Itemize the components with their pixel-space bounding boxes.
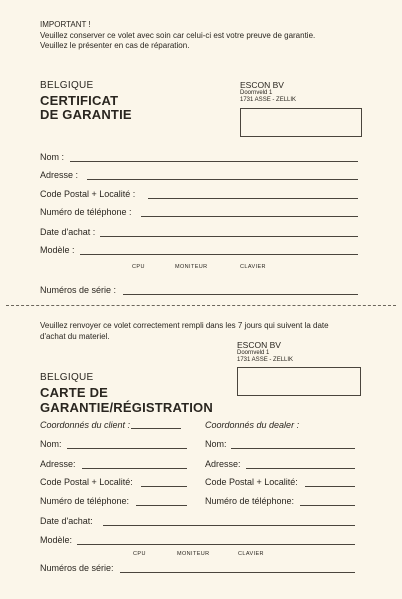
- registration-city: 1731 ASSE - ZELLIK: [237, 357, 294, 363]
- certificate-street: Doornveld 1: [240, 90, 273, 96]
- dealer-name-field[interactable]: [231, 448, 355, 449]
- registration-title-2: GARANTIE/RÉGISTRATION: [40, 400, 213, 415]
- client-heading-field[interactable]: [131, 428, 181, 429]
- client-postal-field[interactable]: [141, 486, 187, 487]
- notice-line-2: Veuillez le présenter en cas de réparation.: [40, 41, 190, 50]
- certificate-company: ESCON BV: [240, 80, 284, 90]
- cert-phone-label: Numéro de téléphone :: [40, 207, 132, 217]
- registration-stamp-box[interactable]: [237, 367, 361, 396]
- notice-heading: IMPORTANT !: [40, 20, 91, 29]
- cert-column-cpu: CPU: [132, 264, 145, 270]
- certificate-country: BELGIQUE: [40, 80, 94, 91]
- reg-column-cpu: CPU: [133, 551, 146, 557]
- certificate-title-2: DE GARANTIE: [40, 107, 132, 122]
- certificate-title-1: CERTIFICAT: [40, 93, 119, 108]
- cert-address-field[interactable]: [87, 179, 358, 180]
- cert-name-field[interactable]: [70, 161, 358, 162]
- dealer-address-label: Adresse:: [205, 459, 241, 469]
- reg-date-field[interactable]: [103, 525, 355, 526]
- certificate-stamp-box[interactable]: [240, 108, 362, 137]
- cut-line: [6, 305, 396, 306]
- dealer-phone-label: Numéro de téléphone:: [205, 496, 295, 506]
- registration-company: ESCON BV: [237, 340, 281, 350]
- client-address-label: Adresse:: [40, 459, 76, 469]
- client-name-label: Nom:: [40, 439, 62, 449]
- reg-serial-field[interactable]: [120, 572, 355, 573]
- cert-column-keyboard: CLAVIER: [240, 264, 266, 270]
- dealer-postal-field[interactable]: [305, 486, 355, 487]
- cert-address-label: Adresse :: [40, 170, 79, 180]
- client-phone-field[interactable]: [136, 505, 187, 506]
- client-phone-label: Numéro de téléphone:: [40, 496, 130, 506]
- cert-postal-label: Code Postal + Localité :: [40, 189, 136, 199]
- cert-model-label: Modèle :: [40, 245, 75, 255]
- reg-model-field[interactable]: [77, 544, 355, 545]
- reg-date-label: Date d'achat:: [40, 516, 93, 526]
- notice-line-1: Veuillez conserver ce volet avec soin car celui-ci est votre preuve de garantie.: [40, 31, 316, 40]
- return-note-line-2: d'achat du materiel.: [40, 332, 110, 341]
- cert-serial-field[interactable]: [123, 294, 358, 295]
- dealer-postal-label: Code Postal + Localité:: [205, 477, 298, 487]
- cert-date-label: Date d'achat :: [40, 227, 96, 237]
- cert-serial-label: Numéros de série :: [40, 285, 117, 295]
- return-note-line-1: Veuillez renvoyer ce volet correctement rempli dans les 7 jours qui suivent la date: [40, 321, 329, 330]
- cert-date-field[interactable]: [100, 236, 358, 237]
- reg-column-keyboard: CLAVIER: [238, 551, 264, 557]
- dealer-phone-field[interactable]: [300, 505, 355, 506]
- registration-street: Doornveld 1: [237, 350, 270, 356]
- reg-model-label: Modèle:: [40, 535, 73, 545]
- cert-postal-field[interactable]: [148, 198, 358, 199]
- registration-title-1: CARTE DE: [40, 385, 109, 400]
- client-heading: Coordonnés du client :: [40, 420, 131, 430]
- client-address-field[interactable]: [82, 468, 187, 469]
- client-name-field[interactable]: [67, 448, 187, 449]
- client-postal-label: Code Postal + Localité:: [40, 477, 133, 487]
- reg-serial-label: Numéros de série:: [40, 563, 114, 573]
- registration-country: BELGIQUE: [40, 372, 94, 383]
- cert-name-label: Nom :: [40, 152, 65, 162]
- dealer-heading: Coordonnés du dealer :: [205, 420, 300, 430]
- dealer-name-label: Nom:: [205, 439, 227, 449]
- cert-phone-field[interactable]: [141, 216, 358, 217]
- reg-column-monitor: MONITEUR: [177, 551, 210, 557]
- cert-column-monitor: MONITEUR: [175, 264, 208, 270]
- dealer-address-field[interactable]: [246, 468, 355, 469]
- certificate-city: 1731 ASSE - ZELLIK: [240, 97, 297, 103]
- cert-model-field[interactable]: [80, 254, 358, 255]
